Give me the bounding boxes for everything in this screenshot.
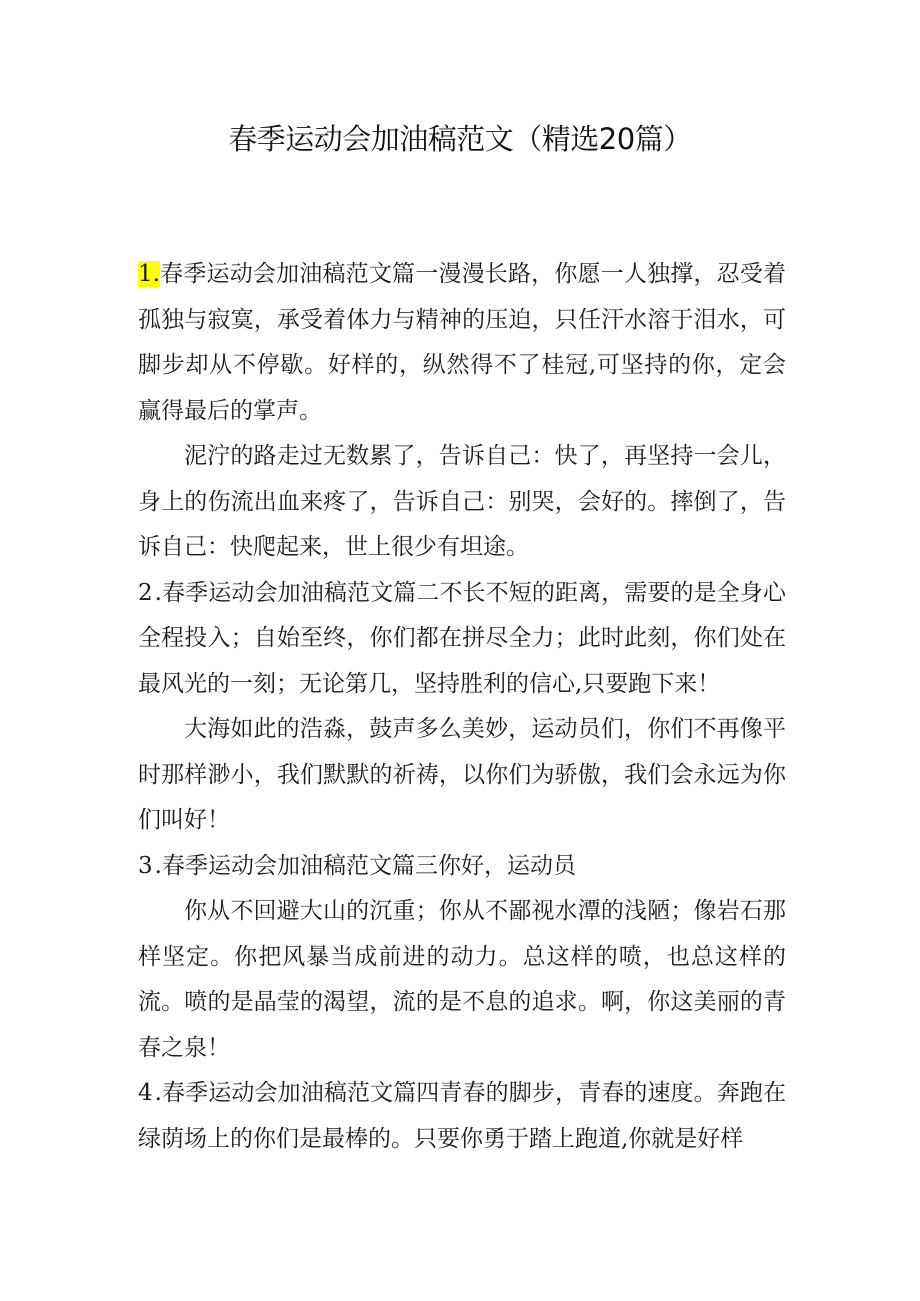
- paragraph-7: [138, 1071, 786, 1162]
- paragraph-text: .春季运动会加油稿范文篇三你好，运动员: [154, 852, 576, 879]
- paragraph-5: [138, 844, 786, 890]
- paragraph-text: 春季运动会加油稿范文篇一漫漫长路，你愿一人独撑，忍受着孤独与寂寞，承受着体力与精神的压迫，只任汗水溶于泪水，可脚步却从不停歇。好样的，纵然得不了桂冠,可坚持的你，定会赢得最后的掌声。: [138, 261, 786, 424]
- paragraph-1: [138, 252, 786, 434]
- paragraph-text: 大海如此的浩淼，鼓声多么美妙，运动员们，你们不再像平时那样渺小，我们默默的祈祷，以你们为骄傲，我们会永远为你们叫好！: [138, 716, 786, 833]
- highlighted-list-marker: 1.: [138, 261, 160, 287]
- paragraph-2: [138, 434, 786, 571]
- paragraph-6: [138, 889, 786, 1071]
- list-number: 4: [138, 1080, 153, 1106]
- paragraph-text: 你从不回避大山的沉重；你从不鄙视水潭的浅陋；像岩石那样坚定。你把风暴当成前进的动力。总这样的喷，也总这样的流。喷的是晶莹的渴望，流的是不息的追求。啊，你这美丽的青春之泉！: [138, 898, 786, 1061]
- paragraph-4: [138, 707, 786, 844]
- list-number: 3: [138, 852, 153, 879]
- paragraph-3: [138, 571, 786, 708]
- paragraph-text: .春季运动会加油稿范文篇二不长不短的距离，需要的是全身心全程投入；自始至终，你们都在拼尽全力；此时此刻，你们处在最风光的一刻；无论第几，坚持胜利的信心,只要跑下来！: [138, 579, 786, 697]
- list-number: 2: [138, 579, 153, 606]
- document-body: [138, 252, 786, 1162]
- paragraph-text: .春季运动会加油稿范文篇四青春的脚步，青春的速度。奔跑在绿荫场上的你们是最棒的。只要你勇于踏上跑道,你就是好样: [138, 1080, 786, 1152]
- document-title: 春季运动会加油稿范文（精选20篇）: [228, 122, 692, 156]
- paragraph-text: 泥泞的路走过无数累了，告诉自己：快了，再坚持一会儿，身上的伤流出血来疼了，告诉自己：别哭，会好的。摔倒了，告诉自己：快爬起来，世上很少有坦途。: [138, 443, 786, 560]
